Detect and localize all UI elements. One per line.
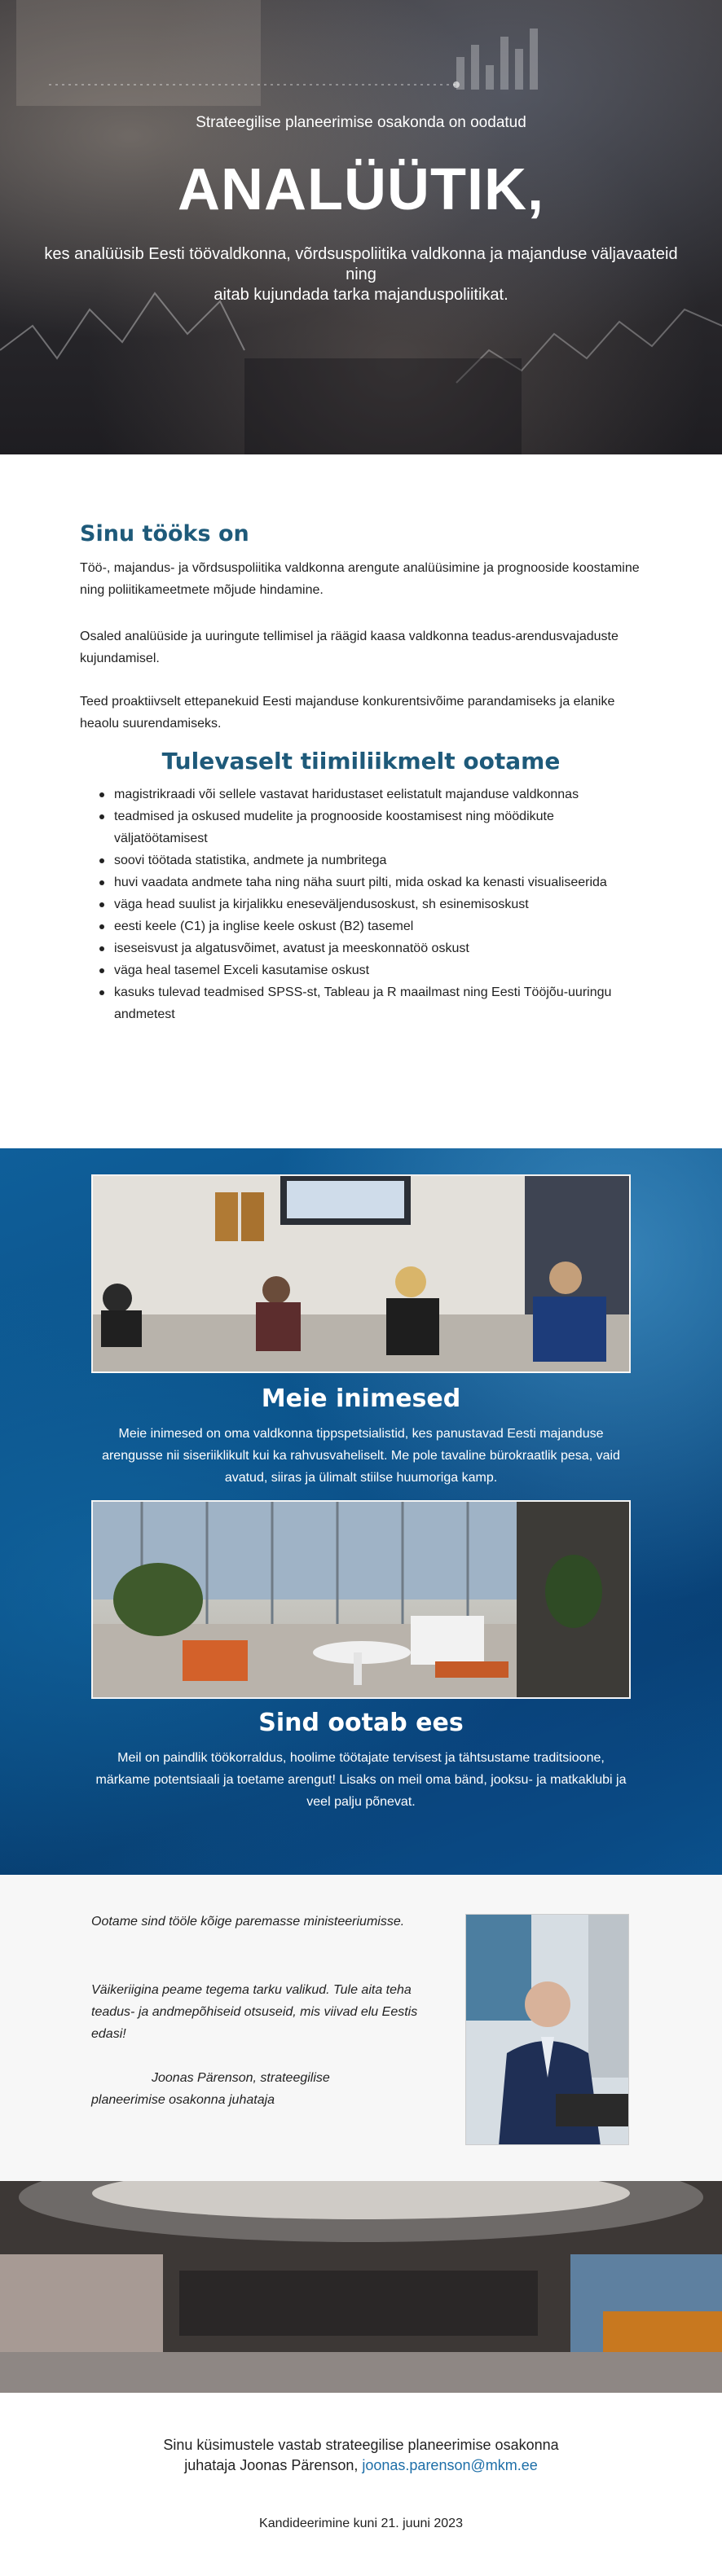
analytics-background-image [0, 0, 722, 454]
list-item: eesti keele (C1) ja inglise keele oskust (B2) tasemel [96, 915, 642, 937]
section-title-offer: Sind ootab ees [258, 1709, 464, 1737]
manager-portrait-photo [465, 1914, 629, 2145]
list-item: iseseisvust ja algatusvõimet, avatust ja meeskonnatöö oskust [96, 937, 642, 959]
quote-signature [91, 2067, 450, 2111]
white-sofa [411, 1616, 484, 1665]
work-paragraph: Teed proaktiivselt ettepanekuid Eesti majanduse konkurentsivõime parandamiseks ja elanike heaolu suurendamiseks. [80, 695, 615, 731]
offer-text [90, 1747, 632, 1813]
list-item: kasuks tulevad teadmised SPSS-st, Tableau ja R maailmast ning Eesti Tööjõu-uuringu andmetest [96, 981, 642, 1025]
application-deadline: Kandideerimine kuni 21. juuni 2023 [259, 2517, 463, 2530]
hero-title: ANALÜÜTIK, [178, 157, 544, 222]
team-meeting-photo [91, 1174, 631, 1373]
contact-line1: Sinu küsimustele vastab strateegilise planeerimise osakonna [163, 2437, 559, 2453]
contact-footer [0, 2393, 722, 2576]
hero-lead [41, 244, 681, 305]
contact-text [0, 2435, 722, 2476]
contact-line2 [0, 2455, 722, 2476]
signature-line1: Joonas Pärenson, strateegilise [152, 2071, 330, 2085]
quote-text: Ootame sind tööle kõige paremasse ministeeriumisse. [91, 1915, 405, 1929]
hero-lead-line1: kes analüüsib Eesti töövaldkonna, võrdsuspoliitika valdkonna ja majanduse väljavaateid ning [44, 245, 678, 283]
contact-line2-prefix: juhataja Joonas Pärenson, [184, 2457, 363, 2473]
contact-email-link[interactable]: joonas.parenson@mkm.ee [362, 2457, 538, 2473]
offer-text-line2: veel palju põnevat. [306, 1795, 416, 1809]
bar-chart-decoration [456, 29, 538, 90]
laptop-shape [244, 358, 522, 454]
orange-chair [183, 1640, 248, 1681]
list-item: väga head suulist ja kirjalikku eneseväljendusoskust, sh esinemisoskust [96, 893, 642, 915]
list-item: teadmised ja oskused mudelite ja prognooside koostamisest ning möödikute väljatöötamisest [96, 805, 642, 849]
team-section [0, 1148, 722, 1875]
list-item: huvi vaadata andmete taha ning näha suurt pilti, mida oskad ka kenasti visualiseerida [96, 871, 642, 893]
office-lounge-photo [91, 1500, 631, 1699]
person-silhouette [16, 0, 261, 106]
people-text: Meie inimesed on oma valdkonna tippspetsialistid, kes panustavad Eesti majanduse arengusse nii siseriiklikult kui ka rahvusvaheliselt. Me pole tavaline bürokraatlik pesa, vaid avatud, siiras ja ülimalt stiilse huumoriga kamp. [102, 1427, 620, 1485]
section-title-work: Sinu tööks on [80, 521, 249, 546]
offer-text-line1: Meil on paindlik töökorraldus, hoolime töötajate tervisest ja tähtsustame traditsioone, märkame potentsiaali ja toetame arengut! Lisaks on meil oma bänd, jooksu- ja matkaklubi ja [95, 1751, 627, 1787]
quote-text: Väikeriigina peame tegema tarku valikud. Tule aita teha teadus- ja andmepõhiseid otsuseid, mis viivad elu Eestis edasi! [91, 1983, 418, 2041]
job-description-section [0, 454, 722, 1148]
work-paragraph: Töö-, majandus- ja võrdsuspoliitika valdkonna arengute analüüsimine ja prognooside koostamine ning poliitikameetmete mõjude hindamine. [80, 561, 640, 597]
section-title-requirements: Tulevaselt tiimiliikmelt ootame [161, 748, 561, 775]
signature-line2: planeerimise osakonna juhataja [91, 2093, 275, 2107]
requirements-list [96, 783, 642, 1025]
work-paragraph: Osaled analüüside ja uuringute tellimisel ja räägid kaasa valdkonna teadus-arendusvajaduste kujundamisel. [80, 630, 619, 665]
manager-quote-section [0, 1875, 722, 2181]
list-item: soovi töötada statistika, andmete ja numbritega [96, 849, 642, 871]
building-lobby-photo [0, 2181, 722, 2393]
list-item: magistrikraadi või sellele vastavat haridustaset eelistatult majanduse valdkonnas [96, 783, 642, 805]
hero-banner [0, 0, 722, 454]
wall-art [215, 1192, 238, 1241]
plant [113, 1563, 203, 1636]
list-item: väga heal tasemel Exceli kasutamise oskust [96, 959, 642, 981]
section-title-people: Meie inimesed [261, 1385, 461, 1413]
hero-lead-line2: aitab kujundada tarka majanduspoliitikat. [214, 286, 508, 304]
hero-subtitle: Strateegilise planeerimise osakonda on oodatud [196, 114, 526, 131]
